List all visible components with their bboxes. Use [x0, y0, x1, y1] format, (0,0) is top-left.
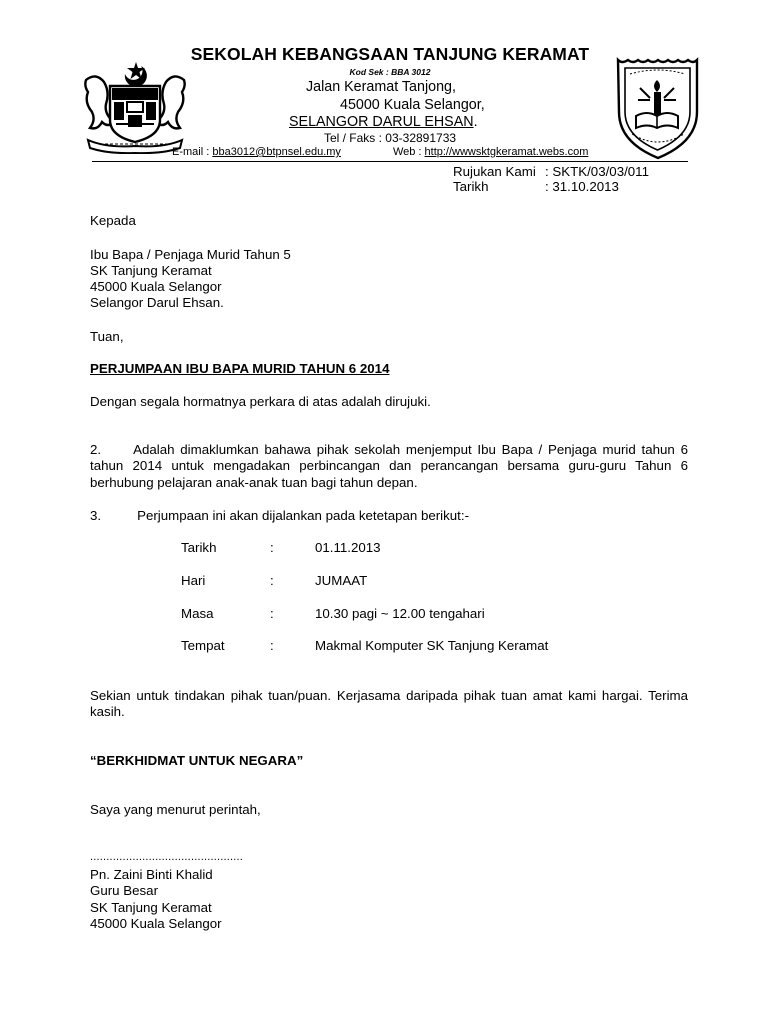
- detail-colon: :: [270, 540, 274, 555]
- detail-colon: :: [270, 573, 274, 588]
- signatory-name: Pn. Zaini Binti Khalid: [90, 867, 213, 882]
- kepada: Kepada: [90, 213, 136, 228]
- address-line-1: Jalan Keramat Tanjong,: [306, 79, 456, 95]
- recipient-line-3: 45000 Kuala Selangor: [90, 279, 222, 294]
- detail-colon: :: [270, 606, 274, 621]
- signatory-address: 45000 Kuala Selangor: [90, 916, 222, 931]
- detail-label: Tempat: [181, 638, 225, 653]
- paragraph-2: [90, 442, 688, 491]
- motto: “BERKHIDMAT UNTUK NEGARA”: [90, 753, 304, 768]
- detail-label: Masa: [181, 606, 214, 621]
- email-link[interactable]: bba3012@btpnsel.edu.my: [212, 146, 341, 158]
- reference-block: [453, 164, 649, 194]
- contact-line: [172, 146, 588, 158]
- signature-line: ...............................................: [90, 851, 244, 863]
- paragraph-2-text: Adalah dimaklumkan bahawa pihak sekolah menjemput Ibu Bapa / Penjaga murid tahun 6 tahun 2014 untuk mengadakan perbincangan dan perancangan bersama guru-guru Tahun 6 berhubung pelajaran anak-anak tuan bagi tahun depan.: [90, 442, 688, 490]
- recipient-line-1: Ibu Bapa / Penjaga Murid Tahun 5: [90, 247, 291, 262]
- detail-label: Tarikh: [181, 540, 217, 555]
- ref-label: Rujukan Kami: [453, 164, 536, 179]
- closing-paragraph: Sekian untuk tindakan pihak tuan/puan. Kerjasama daripada pihak tuan amat kami hargai. Terima kasih.: [90, 688, 688, 720]
- recipient-line-4: Selangor Darul Ehsan.: [90, 295, 224, 310]
- detail-value: JUMAAT: [315, 573, 368, 588]
- paragraph-2-number: 2.: [90, 442, 102, 457]
- letterhead-divider: [92, 161, 688, 162]
- recipient-line-2: SK Tanjung Keramat: [90, 263, 212, 278]
- subject: PERJUMPAAN IBU BAPA MURID TAHUN 6 2014: [90, 361, 390, 376]
- web-link[interactable]: http://wwwsktgkeramat.webs.com: [424, 146, 589, 158]
- address-line-3: [289, 114, 478, 130]
- address-line-2: 45000 Kuala Selangor,: [340, 97, 485, 113]
- paragraph-3-number: 3.: [90, 508, 102, 523]
- detail-value: 01.11.2013: [315, 540, 381, 555]
- detail-value: Makmal Komputer SK Tanjung Keramat: [315, 638, 549, 653]
- date-label: Tarikh: [453, 179, 489, 194]
- signatory-school: SK Tanjung Keramat: [90, 900, 212, 915]
- school-code: Kod Sek : BBA 3012: [349, 67, 431, 77]
- paragraph-3-text: Perjumpaan ini akan dijalankan pada ketetapan berikut:-: [137, 508, 469, 523]
- order-line: Saya yang menurut perintah,: [90, 802, 261, 817]
- web-label: Web :: [392, 146, 425, 158]
- state-name: SELANGOR DARUL EHSAN: [289, 114, 474, 130]
- greeting: Tuan,: [90, 329, 124, 344]
- detail-label: Hari: [181, 573, 206, 588]
- tel-fax: Tel / Faks : 03-32891733: [323, 131, 457, 145]
- school-name: SEKOLAH KEBANGSAAN TANJUNG KERAMAT: [190, 44, 590, 64]
- signatory-title: Guru Besar: [90, 883, 158, 898]
- opening-line: Dengan segala hormatnya perkara di atas adalah dirujuki.: [90, 394, 431, 409]
- detail-value: 10.30 pagi ~ 12.00 tengahari: [315, 606, 485, 621]
- date-value: : 31.10.2013: [545, 179, 619, 194]
- email-label: E-mail :: [172, 146, 213, 158]
- paragraph-3: [90, 508, 469, 523]
- detail-colon: :: [270, 638, 274, 653]
- address-line-3-suffix: .: [473, 114, 478, 130]
- ref-value: : SKTK/03/03/011: [545, 164, 649, 179]
